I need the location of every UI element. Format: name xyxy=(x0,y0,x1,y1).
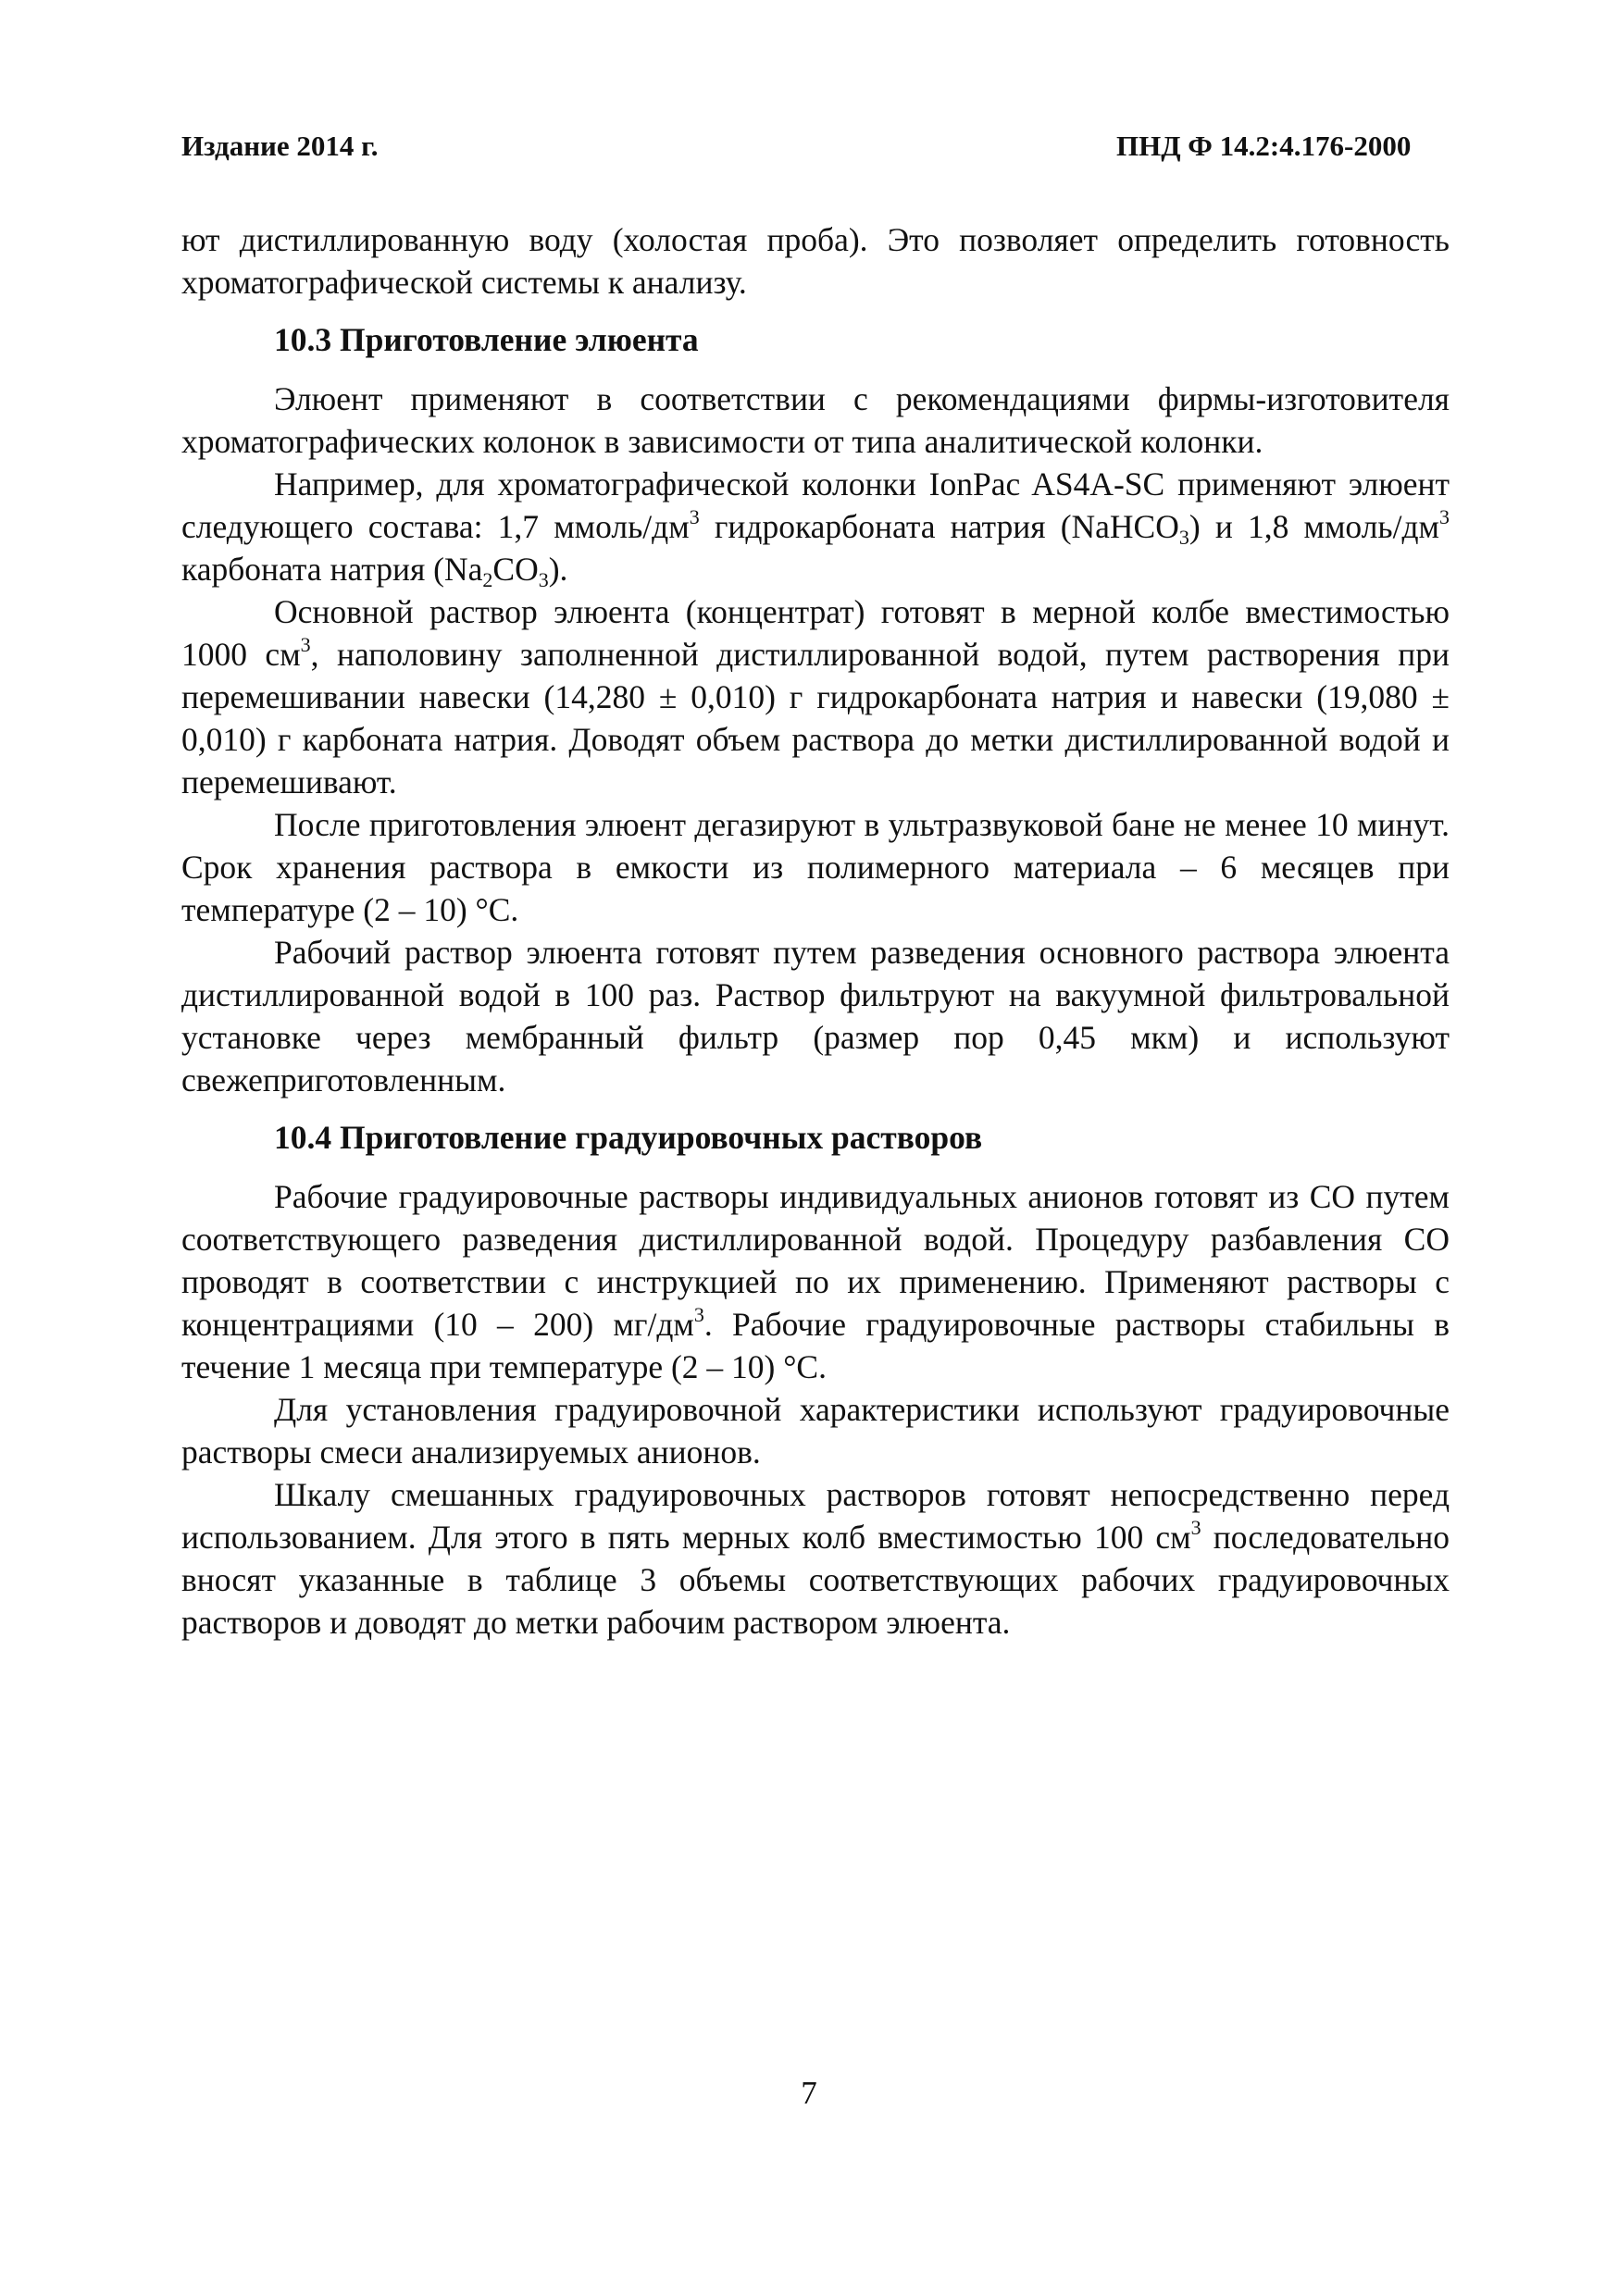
text-run: ). xyxy=(548,551,568,588)
edition-label: Издание 2014 г. xyxy=(181,130,379,162)
section-heading-10-4: 10.4 Приготовление градуировочных растворов xyxy=(274,1119,983,1156)
section-heading-10-3: 10.3 Приготовление элюента xyxy=(274,321,699,358)
text-run: карбоната натрия (Na xyxy=(181,551,483,588)
text-run: ) и 1,8 ммоль/дм xyxy=(1189,508,1439,545)
subscript: 3 xyxy=(1178,525,1189,549)
subscript: 2 xyxy=(482,567,493,591)
paragraph-stock-solution xyxy=(181,590,1450,803)
paragraph-eluent-composition xyxy=(181,463,1450,590)
superscript: 3 xyxy=(300,632,311,656)
superscript: 3 xyxy=(689,504,700,528)
paragraph-working-solution: Рабочий раствор элюента готовят путем разведения основного раствора элюента дистиллированной водой в 100 раз. Раствор фильтруют на вакуумной фильтровальной установке через мембранный фильтр (размер пор 0,45 мкм) и используют свежеприготовленным. xyxy=(181,934,1450,1098)
subscript: 3 xyxy=(538,567,549,591)
paragraph-calibration-individual xyxy=(181,1175,1450,1388)
paragraph-degassing: После приготовления элюент дегазируют в ультразвуковой бане не менее 10 минут. Срок хранения раствора в емкости из полимерного материала – 6 месяцев при температуре (2 – 10) °С. xyxy=(181,806,1450,928)
paragraph-calibration-scale xyxy=(181,1473,1450,1644)
text-run: . Рабочие градуировочные растворы стабильны в течение 1 месяца при температуре (2 – 10) °С. xyxy=(181,1306,1450,1385)
text-run: Например, для хроматографической колонки IonPac AS4A-SC применяют элюент следующего состава: 1,7 ммоль/дм xyxy=(181,465,1450,545)
document-code: ПНД Ф 14.2:4.176-2000 xyxy=(1116,130,1412,162)
text-run: , наполовину заполненной дистиллированной водой, путем растворения при перемешивании навески (14,280 ± 0,010) г гидрокарбоната натрия и навески (19,080 ± 0,010) г карбоната натрия. Доводят объем раствора до метки дистиллированной водой и перемешивают. xyxy=(181,636,1450,800)
paragraph-eluent-usage: Элюент применяют в соответствии с рекомендациями фирмы-изготовителя хроматографических колонок в зависимости от типа аналитической колонки. xyxy=(181,380,1450,460)
text-run: Основной раствор элюента (концентрат) готовят в мерной колбе вместимостью 1000 см xyxy=(181,593,1450,673)
page-number: 7 xyxy=(801,2075,817,2111)
text-run: Рабочие градуировочные растворы индивидуальных анионов готовят из СО путем соответствующего разведения дистиллированной водой. Процедуру разбавления СО проводят в соответствии с инструкцией по их применению. Применяют растворы с концентрациями (10 – 200) мг/дм xyxy=(181,1178,1450,1343)
text-run: CO xyxy=(492,551,539,588)
document-body xyxy=(181,218,1450,1644)
superscript: 3 xyxy=(693,1302,704,1326)
text-run: Шкалу смешанных градуировочных растворов готовят непосредственно перед использованием. Для этого в пять мерных колб вместимостью 100 см xyxy=(181,1476,1450,1556)
paragraph-calibration-mixture: Для установления градуировочной характеристики используют градуировочные растворы смеси анализируемых анионов. xyxy=(181,1391,1450,1471)
continuation-paragraph: ют дистиллированную воду (холостая проба). Это позволяет определить готовность хроматографической системы к анализу. xyxy=(181,221,1450,301)
text-run: последовательно вносят указанные в таблице 3 объемы соответствующих рабочих градуировочных растворов и доводят до метки рабочим раствором элюента. xyxy=(181,1519,1450,1641)
text-run: гидрокарбоната натрия (NaHCO xyxy=(699,508,1179,545)
superscript: 3 xyxy=(1439,504,1450,528)
superscript: 3 xyxy=(1190,1515,1201,1539)
